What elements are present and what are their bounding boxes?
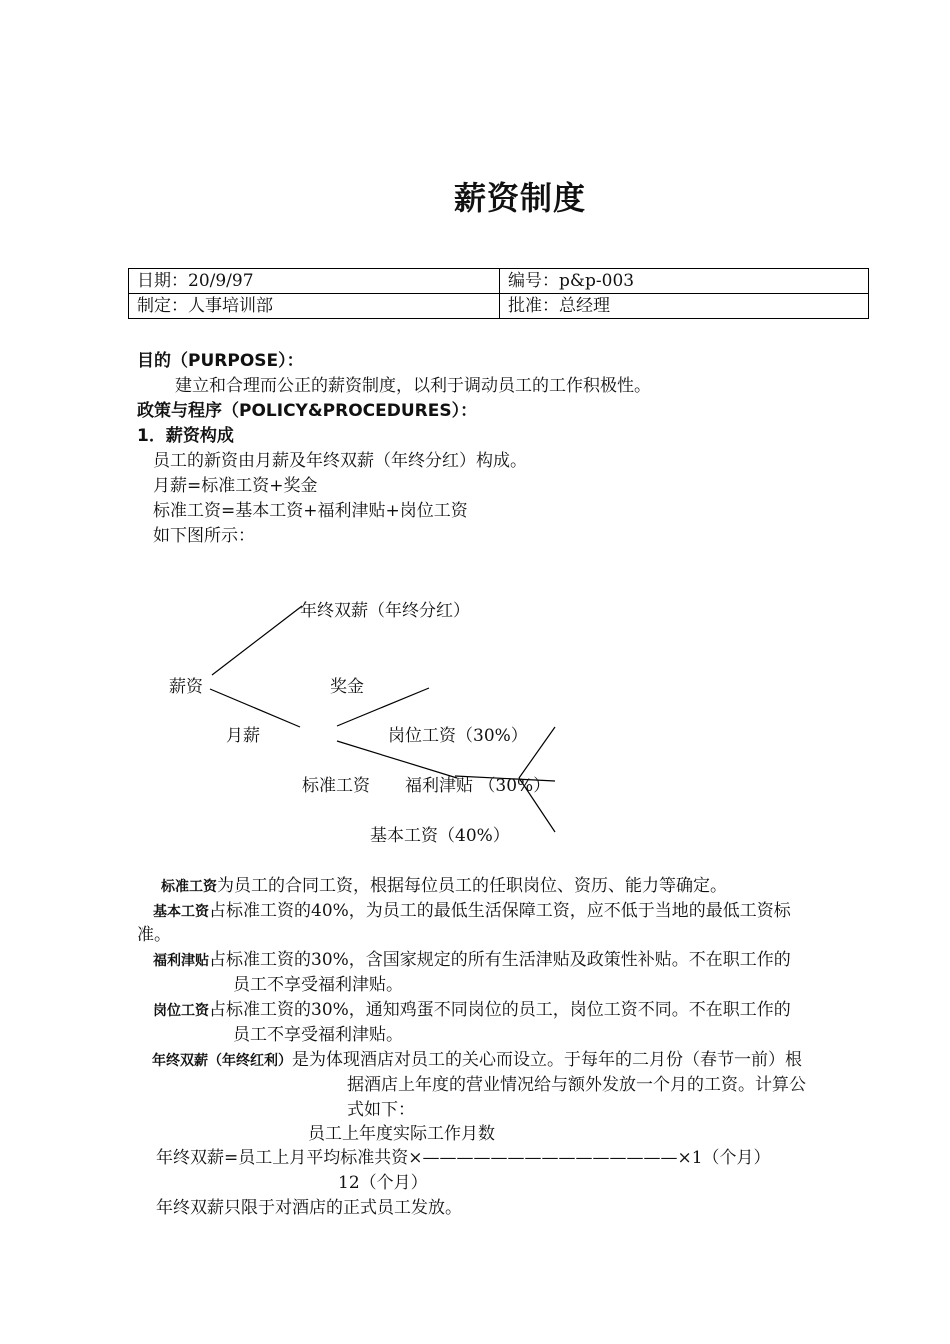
definition-basic (153, 896, 791, 921)
formula-note: 年终双薪只限于对酒店的正式员工发放。 (156, 1198, 462, 1218)
monthly-formula-line: 月薪=标准工资+奖金 (153, 476, 318, 496)
term-label: 基本工资 (153, 904, 209, 920)
definition-basic-cont: 准。 (137, 925, 171, 945)
diagram-position-pay-label: 岗位工资（30%） (388, 726, 528, 746)
definition-welfare-cont: 员工不享受福利津贴。 (233, 975, 403, 995)
definition-year-end (152, 1045, 802, 1070)
composition-line: 员工的新资由月薪及年终双薪（年终分红）构成。 (153, 451, 527, 471)
diagram-welfare-label: 福利津贴 （30%） (405, 776, 551, 796)
purpose-heading: 目的（PURPOSE）： (137, 351, 304, 371)
purpose-text: 建立和合理而公正的薪资制度，以利于调动员工的工作积极性。 (175, 376, 651, 396)
formula-numerator: 员工上年度实际工作月数 (308, 1124, 495, 1144)
definition-position-cont: 员工不享受福利津贴。 (233, 1025, 403, 1045)
diagram-bonus-label: 奖金 (330, 677, 364, 697)
term-label: 年终双薪（年终红利） (152, 1053, 292, 1069)
approved-by-cell: 批准：总经理 (500, 294, 869, 319)
diagram-standard-label: 标准工资 (302, 776, 370, 796)
diagram-year-end-label: 年终双薪（年终分红） (300, 601, 470, 621)
definition-text: 占标准工资的30%，含国家规定的所有生活津贴及政策性补贴。不在职工作的 (209, 950, 791, 970)
date-cell: 日期：20/9/97 (129, 269, 500, 294)
definition-text: 是为体现酒店对员工的关心而设立。于每年的二月份（春节一前）根 (292, 1050, 802, 1070)
formula-main: 年终双薪=员工上月平均标准共资×———————————————×1（个月） (156, 1148, 771, 1168)
page-title: 薪资制度 (453, 179, 586, 217)
section1-heading: 1．薪资构成 (137, 426, 234, 446)
standard-formula-line: 标准工资=基本工资+福利津贴+岗位工资 (153, 501, 468, 521)
formula-denominator: 12（个月） (338, 1173, 428, 1193)
diagram-basic-label: 基本工资（40%） (370, 826, 510, 846)
definition-text: 占标准工资的40%，为员工的最低生活保障工资，应不低于当地的最低工资标 (209, 901, 791, 921)
figure-intro-line: 如下图所示： (153, 526, 255, 546)
made-by-cell: 制定：人事培训部 (129, 294, 500, 319)
definition-standard (161, 871, 727, 896)
term-label: 福利津贴 (153, 953, 209, 969)
diagram-monthly-label: 月薪 (226, 726, 260, 746)
definition-year-end-cont: 据酒店上年度的营业情况给与额外发放一个月的工资。计算公 (347, 1075, 806, 1095)
definition-position (153, 995, 791, 1020)
definition-welfare (153, 945, 791, 970)
diagram-salary-label: 薪资 (169, 677, 203, 697)
number-cell: 编号：p&p-003 (500, 269, 869, 294)
policy-heading: 政策与程序（POLICY&PROCEDURES）： (137, 401, 478, 421)
term-label: 岗位工资 (153, 1003, 209, 1019)
definition-year-end-cont: 式如下： (347, 1100, 415, 1120)
term-label: 标准工资 (161, 879, 217, 895)
definition-text: 为员工的合同工资，根据每位员工的任职岗位、资历、能力等确定。 (217, 876, 727, 896)
definition-text: 占标准工资的30%，通知鸡蛋不同岗位的员工，岗位工资不同。不在职工作的 (209, 1000, 791, 1020)
connector-line (212, 606, 302, 675)
